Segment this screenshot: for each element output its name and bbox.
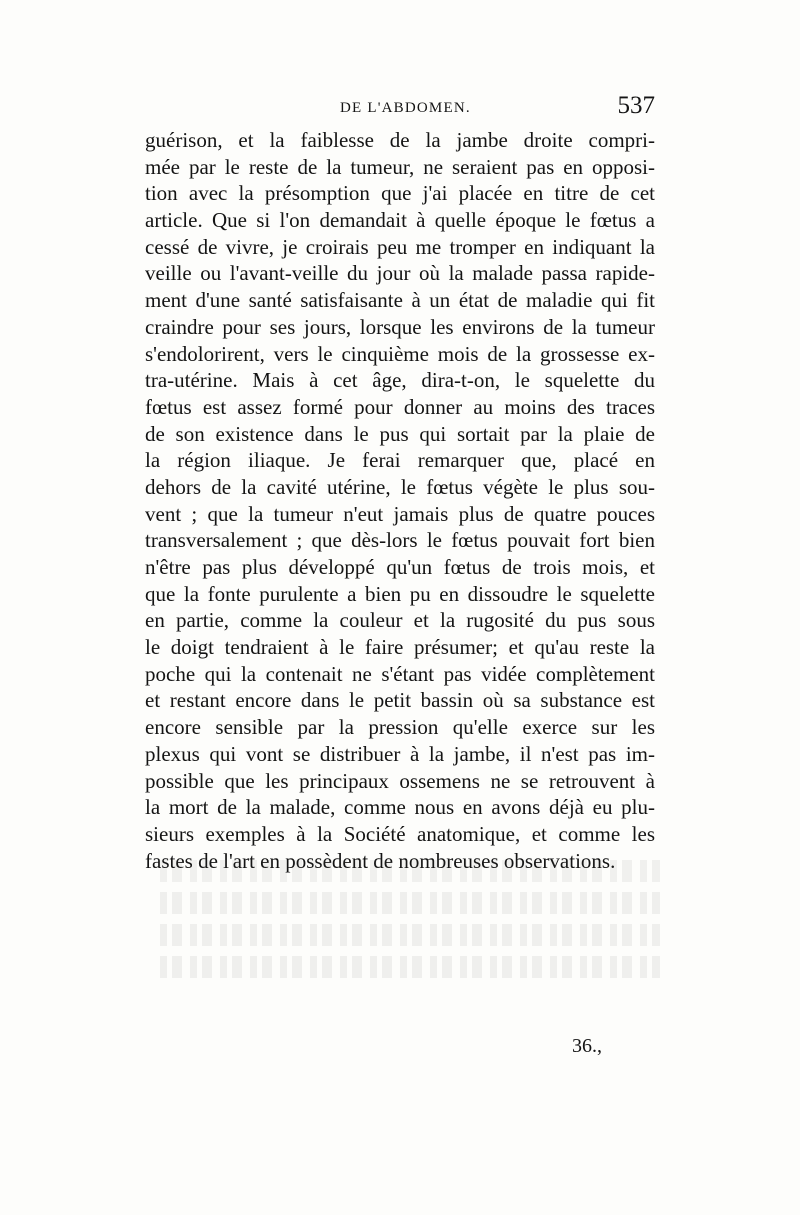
text-line: s'endolorirent, vers le cinquième mois de la grossesse ex-: [145, 341, 655, 366]
signature-mark: 36.,: [572, 1035, 602, 1057]
text-line: possible que les principaux ossemens ne se retrouvent à: [145, 768, 655, 793]
text-line: article. Que si l'on demandait à quelle époque le fœtus a: [145, 208, 655, 233]
text-line: en partie, comme la couleur et la rugosité du pus sous: [145, 608, 655, 633]
text-line: et restant encore dans le petit bassin où sa substance est: [145, 688, 655, 713]
show-through-texture: [160, 860, 660, 1000]
text-line: cessé de vivre, je croirais peu me tromper en indiquant la: [145, 234, 655, 259]
text-line: fœtus est assez formé pour donner au moins des traces: [145, 394, 655, 419]
text-line: poche qui la contenait ne s'étant pas vidée complètement: [145, 661, 655, 686]
text-line: craindre pour ses jours, lorsque les environs de la tumeur: [145, 314, 655, 339]
text-line: tra-utérine. Mais à cet âge, dira-t-on, le squelette du: [145, 368, 655, 393]
page-number: 537: [617, 92, 655, 119]
text-line: vent ; que la tumeur n'eut jamais plus de quatre pouces: [145, 501, 655, 526]
text-line: transversalement ; que dès-lors le fœtus pouvait fort bien: [145, 528, 655, 553]
text-line: fastes de l'art en possèdent de nombreuses observations.: [145, 848, 616, 873]
running-head: [145, 92, 655, 126]
text-line: ment d'une santé satisfaisante à un état de maladie qui fit: [145, 288, 655, 313]
text-line: tion avec la présomption que j'ai placée en titre de cet: [145, 181, 655, 206]
running-title: DE L'ABDOMEN.: [340, 100, 471, 116]
text-line: de son existence dans le pus qui sortait par la plaie de: [145, 421, 655, 446]
text-line: la mort de la malade, comme nous en avons déjà eu plu-: [145, 795, 655, 820]
text-line: que la fonte purulente a bien pu en dissoudre le squelette: [145, 581, 655, 606]
text-line: n'être pas plus développé qu'un fœtus de trois mois, et: [145, 555, 655, 579]
text-line: guérison, et la faiblesse de la jambe droite compri-: [145, 128, 655, 152]
text-line: le doigt tendraient à le faire présumer; et qu'au reste la: [145, 635, 655, 660]
body-text: [145, 127, 655, 874]
text-line: veille ou l'avant-veille du jour où la malade passa rapide-: [145, 261, 655, 286]
text-line: dehors de la cavité utérine, le fœtus végète le plus sou-: [145, 474, 655, 499]
text-line: plexus qui vont se distribuer à la jambe, il n'est pas im-: [145, 741, 655, 766]
text-line: encore sensible par la pression qu'elle exerce sur les: [145, 715, 655, 740]
text-line: la région iliaque. Je ferai remarquer que, placé en: [145, 448, 655, 473]
text-line: sieurs exemples à la Société anatomique, et comme les: [145, 821, 655, 846]
text-line: mée par le reste de la tumeur, ne seraient pas en opposi-: [145, 154, 655, 179]
